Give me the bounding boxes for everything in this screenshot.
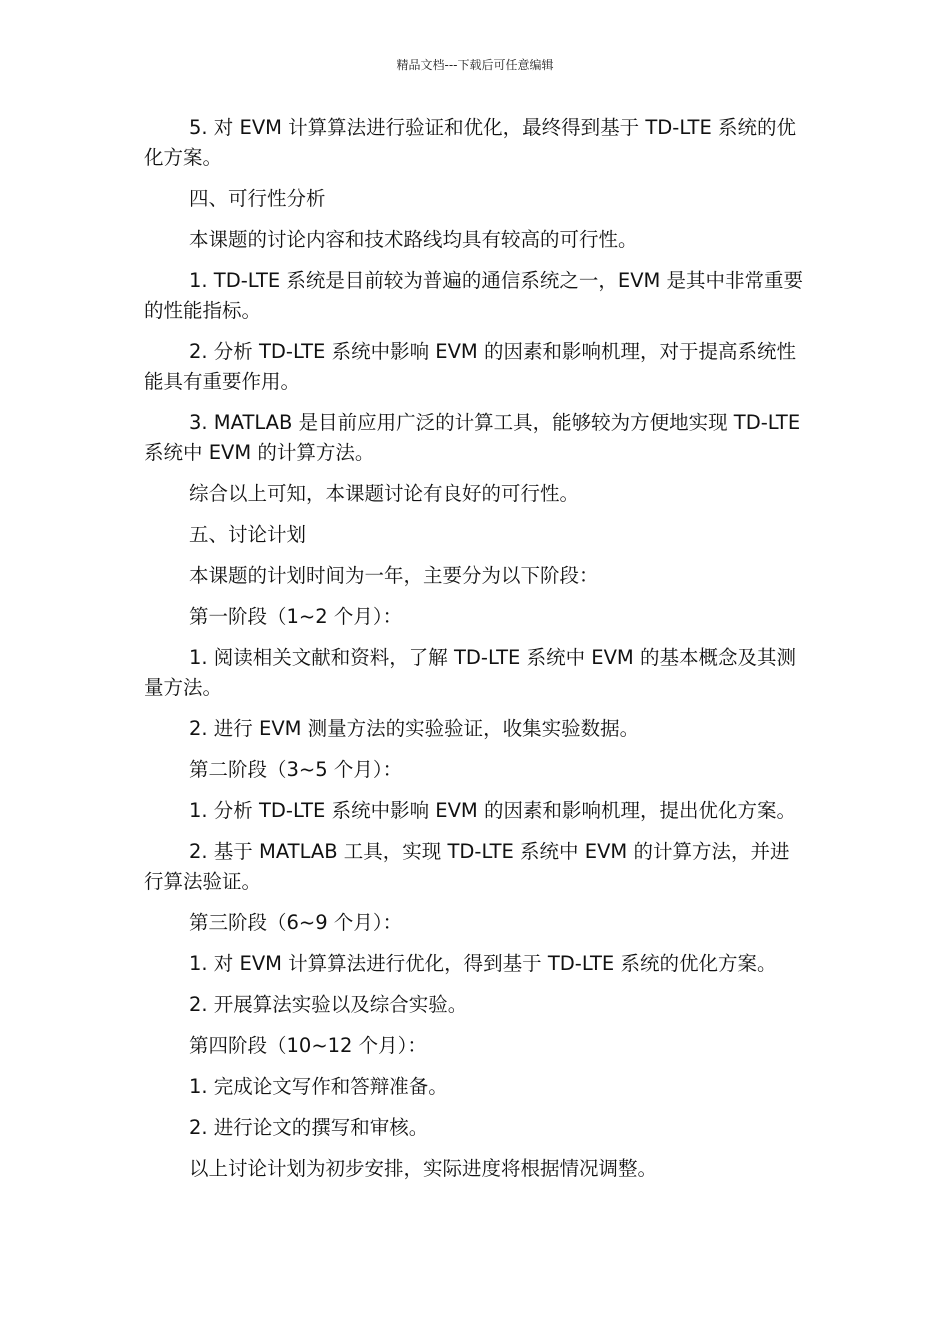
section-heading-plan: 五、讨论计划 <box>189 523 307 546</box>
section-heading-feasibility: 四、可行性分析 <box>189 187 326 210</box>
paragraph: 1. 对 EVM 计算算法进行优化，得到基于 TD-LTE 系统的优化方案。 <box>189 952 777 975</box>
paragraph: 2. 开展算法实验以及综合实验。 <box>189 993 468 1016</box>
paragraph: 2. 分析 TD-LTE 系统中影响 EVM 的因素和影响机理，对于提高系统性能具有重要作用。 <box>144 340 796 393</box>
stage-heading: 第一阶段（1~2 个月）： <box>189 605 403 628</box>
paragraph: 5. 对 EVM 计算算法进行验证和优化，最终得到基于 TD-LTE 系统的优化方案。 <box>144 116 796 169</box>
paragraph: 本课题的讨论内容和技术路线均具有较高的可行性。 <box>189 228 638 251</box>
paragraph: 2. 进行 EVM 测量方法的实验验证，收集实验数据。 <box>189 717 640 740</box>
document-body <box>144 113 804 1195</box>
paragraph: 本课题的计划时间为一年，主要分为以下阶段： <box>189 564 599 587</box>
paragraph: 3. MATLAB 是目前应用广泛的计算工具，能够较为方便地实现 TD-LTE 系统中 EVM 的计算方法。 <box>144 411 801 464</box>
page-header: 精品文档---下载后可任意编辑 <box>396 58 554 72</box>
paragraph: 1. 完成论文写作和答辩准备。 <box>189 1075 448 1098</box>
stage-heading: 第二阶段（3~5 个月）： <box>189 758 403 781</box>
stage-heading: 第四阶段（10~12 个月）： <box>189 1034 427 1057</box>
paragraph: 1. 分析 TD-LTE 系统中影响 EVM 的因素和影响机理，提出优化方案。 <box>189 799 796 822</box>
paragraph: 以上讨论计划为初步安排，实际进度将根据情况调整。 <box>189 1157 658 1180</box>
paragraph: 综合以上可知，本课题讨论有良好的可行性。 <box>189 482 580 505</box>
paragraph: 1. TD-LTE 系统是目前较为普遍的通信系统之一，EVM 是其中非常重要的性能指标。 <box>144 269 804 322</box>
paragraph: 1. 阅读相关文献和资料，了解 TD-LTE 系统中 EVM 的基本概念及其测量方法。 <box>144 646 796 699</box>
paragraph: 2. 基于 MATLAB 工具，实现 TD-LTE 系统中 EVM 的计算方法，并进行算法验证。 <box>144 840 790 893</box>
stage-heading: 第三阶段（6~9 个月）： <box>189 911 403 934</box>
paragraph: 2. 进行论文的撰写和审核。 <box>189 1116 429 1139</box>
